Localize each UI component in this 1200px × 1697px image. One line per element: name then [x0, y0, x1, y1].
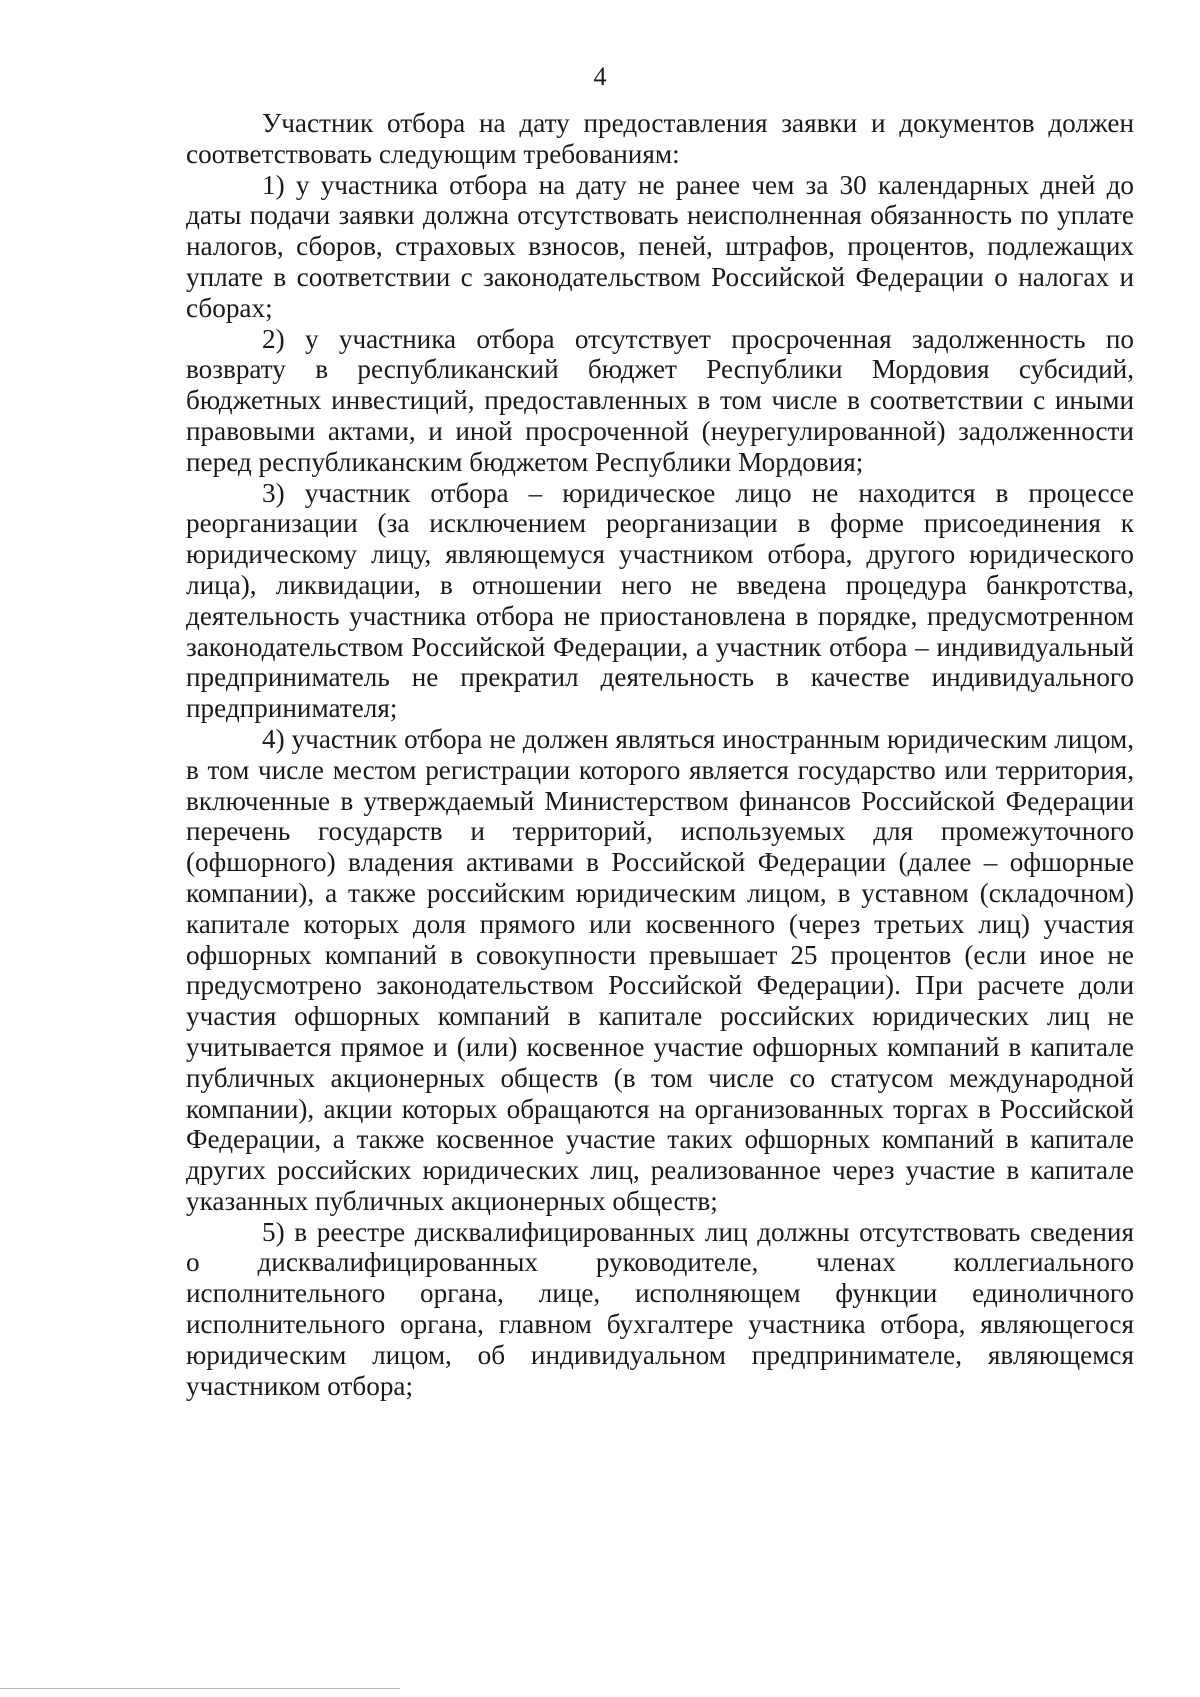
document-body: [186, 108, 1134, 1401]
paragraph-requirement-2: 2) у участника отбора отсутствует просроченная задолженность по возврату в республиканский бюджет Республики Мордовия субсидий, бюджетных инвестиций, предоставленных в том числе в соответствии с иными правовыми актами, и иной просроченной (неурегулированной) задолженности перед республиканским бюджетом Республики Мордовия;: [186, 323, 1134, 477]
page-number: 4: [593, 62, 607, 91]
paragraph-requirement-5: 5) в реестре дисквалифицированных лиц должны отсутствовать сведения о дисквалифицированных руководителе, членах коллегиального исполнительного органа, лице, исполняющем функции единоличного исполнительного органа, главном бухгалтере участника отбора, являющегося юридическим лицом, об индивидуальном предпринимателе, являющемся участником отбора;: [186, 1216, 1134, 1401]
paragraph-intro: Участник отбора на дату предоставления заявки и документов должен соответствовать следующим требованиям:: [186, 108, 1134, 169]
paragraph-requirement-4: 4) участник отбора не должен являться иностранным юридическим лицом, в том числе местом регистрации которого является государство или территория, включенные в утверждаемый Министерством финансов Российской Федерации перечень государств и территорий, используемых для промежуточного (офшорного) владения активами в Российской Федерации (далее – офшорные компании), а также российским юридическим лицом, в уставном (складочном) капитале которых доля прямого или косвенного (через третьих лиц) участия офшорных компаний в совокупности превышает 25 процентов (если иное не предусмотрено законодательством Российской Федерации). При расчете доли участия офшорных компаний в капитале российских юридических лиц не учитывается прямое и (или) косвенное участие офшорных компаний в капитале публичных акционерных обществ (в том числе со статусом международной компании), акции которых обращаются на организованных торгах в Российской Федерации, а также косвенное участие таких офшорных компаний в капитале других российских юридических лиц, реализованное через участие в капитале указанных публичных акционерных обществ;: [186, 723, 1134, 1216]
paragraph-requirement-1: 1) у участника отбора на дату не ранее чем за 30 календарных дней до даты подачи заявки должна отсутствовать неисполненная обязанность по уплате налогов, сборов, страховых взносов, пеней, штрафов, процентов, подлежащих уплате в соответствии с законодательством Российской Федерации о налогах и сборах;: [186, 169, 1134, 323]
scan-edge-line: [0, 1688, 400, 1689]
paragraph-requirement-3: 3) участник отбора – юридическое лицо не находится в процессе реорганизации (за исключением реорганизации в форме присоединения к юридическому лицу, являющемуся участником отбора, другого юридического лица), ликвидации, в отношении него не введена процедура банкротства, деятельность участника отбора не приостановлена в порядке, предусмотренном законодательством Российской Федерации, а участник отбора – индивидуальный предприниматель не прекратил деятельность в качестве индивидуального предпринимателя;: [186, 477, 1134, 724]
